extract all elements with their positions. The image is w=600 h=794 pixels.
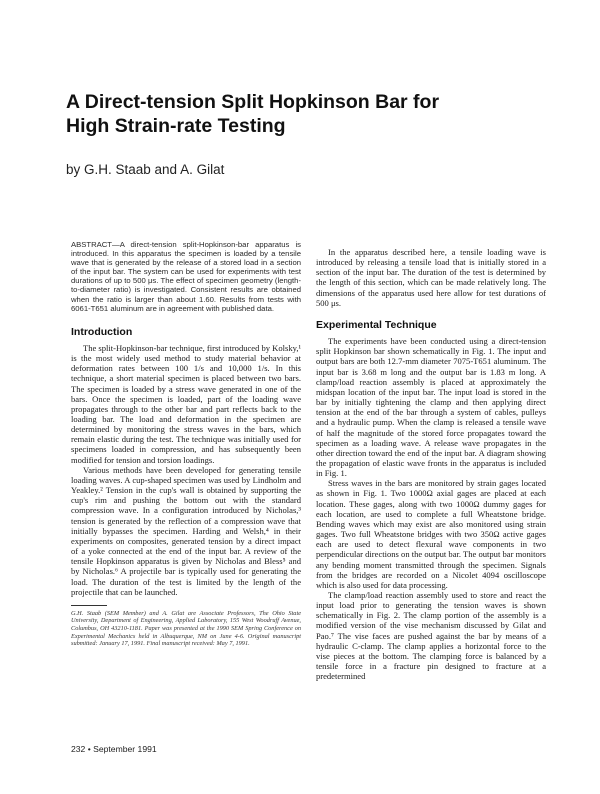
paper-title <box>66 90 546 138</box>
page-footer: 232 • September 1991 <box>71 744 157 754</box>
title-line-1: A Direct-tension Split Hopkinson Bar for <box>66 91 440 113</box>
experimental-paragraph-2: Stress waves in the bars are monitored by strain gages located as shown in Fig. 1. Two 1000Ω axial gages are placed at each location. These gages, along with two 1000Ω dummy gages for each location, are used to complete a full Wheatstone bridge. Bending waves which may exist are also monitored using strain gages. Two full Wheatstone bridges with two 350Ω active gages each are used to detect flexural wave components in two perpendicular directions on the output bar. The output bar monitors any bending moment transmitted through the specimen. Signals from the bridges are recorded on a Nicolet 4094 oscilloscope which is also used for data processing. <box>316 478 546 590</box>
introduction-heading: Introduction <box>71 325 133 338</box>
experimental-paragraph-1: The experiments have been conducted using a direct-tension split Hopkinson bar shown schematically in Fig. 1. The input and output bars are both 12.7-mm diameter 7075-T651 aluminum. The input bar is 3.68 m long and the output bar is 1.83 m long. A clamp/load reaction assembly is placed at approximately the midspan location of the input bar. The input load is stored in the bar by initially tightening the clamp and then applying direct tension at the end of the bar through a system of cables, pulleys and a hydraulic pump. When the clamp is released a tensile wave of half the magnitude of the stored force propagates toward the specimen as a loading wave. A release wave propagates in the other direction toward the end of the input bar. A diagram showing the propagation of elastic wave fronts in the apparatus is included in Fig. 1. <box>316 336 546 479</box>
experimental-heading: Experimental Technique <box>316 318 437 331</box>
author-footnote: G.H. Staab (SEM Member) and A. Gilat are Associate Professors, The Ohio State University, Department of Engineering, Applied Laboratory, 155 West Woodruff Avenue, Columbus, OH 43210-1181. Paper was presented at the 1990 SEM Spring Conference on Experimental Mechanics held in Albuquerque, NM on June 4-6. Original manuscript submitted: January 17, 1991. Final manuscript received: May 7, 1991. <box>71 609 301 648</box>
abstract: ABSTRACT—A direct-tension split-Hopkinson-bar apparatus is introduced. In this apparatus the specimen is loaded by a tensile wave that is generated by the release of a stored load in a section of the input bar. The system can be used for experiments with test durations of up to 500 μs. The effect of specimen geometry (length-to-diameter ratio) is investigated. Consistent results are obtained when the ratio is larger than about 1.60. Results from tests with 6061-T651 aluminum are in agreement with published data. <box>71 240 301 313</box>
right-intro-paragraph: In the apparatus described here, a tensile loading wave is introduced by releasing a tensile load that is initially stored in a section of the input bar. The duration of the test is determined by the length of this section, which can be made relatively long. The dimensions of the apparatus used here allow for test durations of 500 μs. <box>316 247 546 308</box>
right-column <box>316 247 546 681</box>
left-column <box>71 240 301 648</box>
experimental-paragraph-3: The clamp/load reaction assembly used to store and react the input load prior to generating the tension waves is shown schematically in Fig. 2. The clamp portion of the assembly is a modified version of the vise mechanism discussed by Gilat and Pao.⁷ The vise faces are pushed against the bar by means of a hydraulic C-clamp. The clamp applies a horizontal force to the vise pieces at the bottom. The clamping force is balanced by a tensile force in a fracture pin designed to fracture at a predetermined <box>316 590 546 682</box>
title-line-2: High Strain-rate Testing <box>66 115 286 137</box>
introduction-paragraph-1: The split-Hopkinson-bar technique, first introduced by Kolsky,¹ is the most widely used method to study material behavior at deformation rates between 100 1/s and 10,000 1/s. In this technique, a short material specimen is placed between two bars. The specimen is loaded by a stress wave generated in one of the bars. Once the specimen is loaded, part of the loading wave propagates through to the other bar and part reflects back to the loading bar. The load and deformation in the specimen are determined by monitoring the stress waves in the bars, which remain elastic during the test. The technique was initially used for specimens loaded in compression, and has subsequently been modified for tension and torsion loadings. <box>71 342 302 465</box>
footnote-divider <box>71 605 107 606</box>
authors: by G.H. Staab and A. Gilat <box>66 162 225 177</box>
introduction-paragraph-2: Various methods have been developed for generating tensile loading waves. A cup-shaped specimen was used by Lindholm and Yeakley.² Tension in the cup's wall is obtained by supporting the cup's rim and pushing the bottom out with the standard compression wave. In a configuration introduced by Nicholas,³ tension is generated by the reflection of a compression wave that initially bypasses the specimen. Harding and Welsh,⁴ in their experiments on composites, generated tension by a direct impact of a yoke connected at the end of the input bar. A review of the tensile Hopkinson apparatus is given by Nicholas and Bless⁵ and by Nicholas.⁶ A projectile bar is typically used for generating the load. The duration of the test is limited by the length of the projectile that can be launched. <box>71 464 301 597</box>
